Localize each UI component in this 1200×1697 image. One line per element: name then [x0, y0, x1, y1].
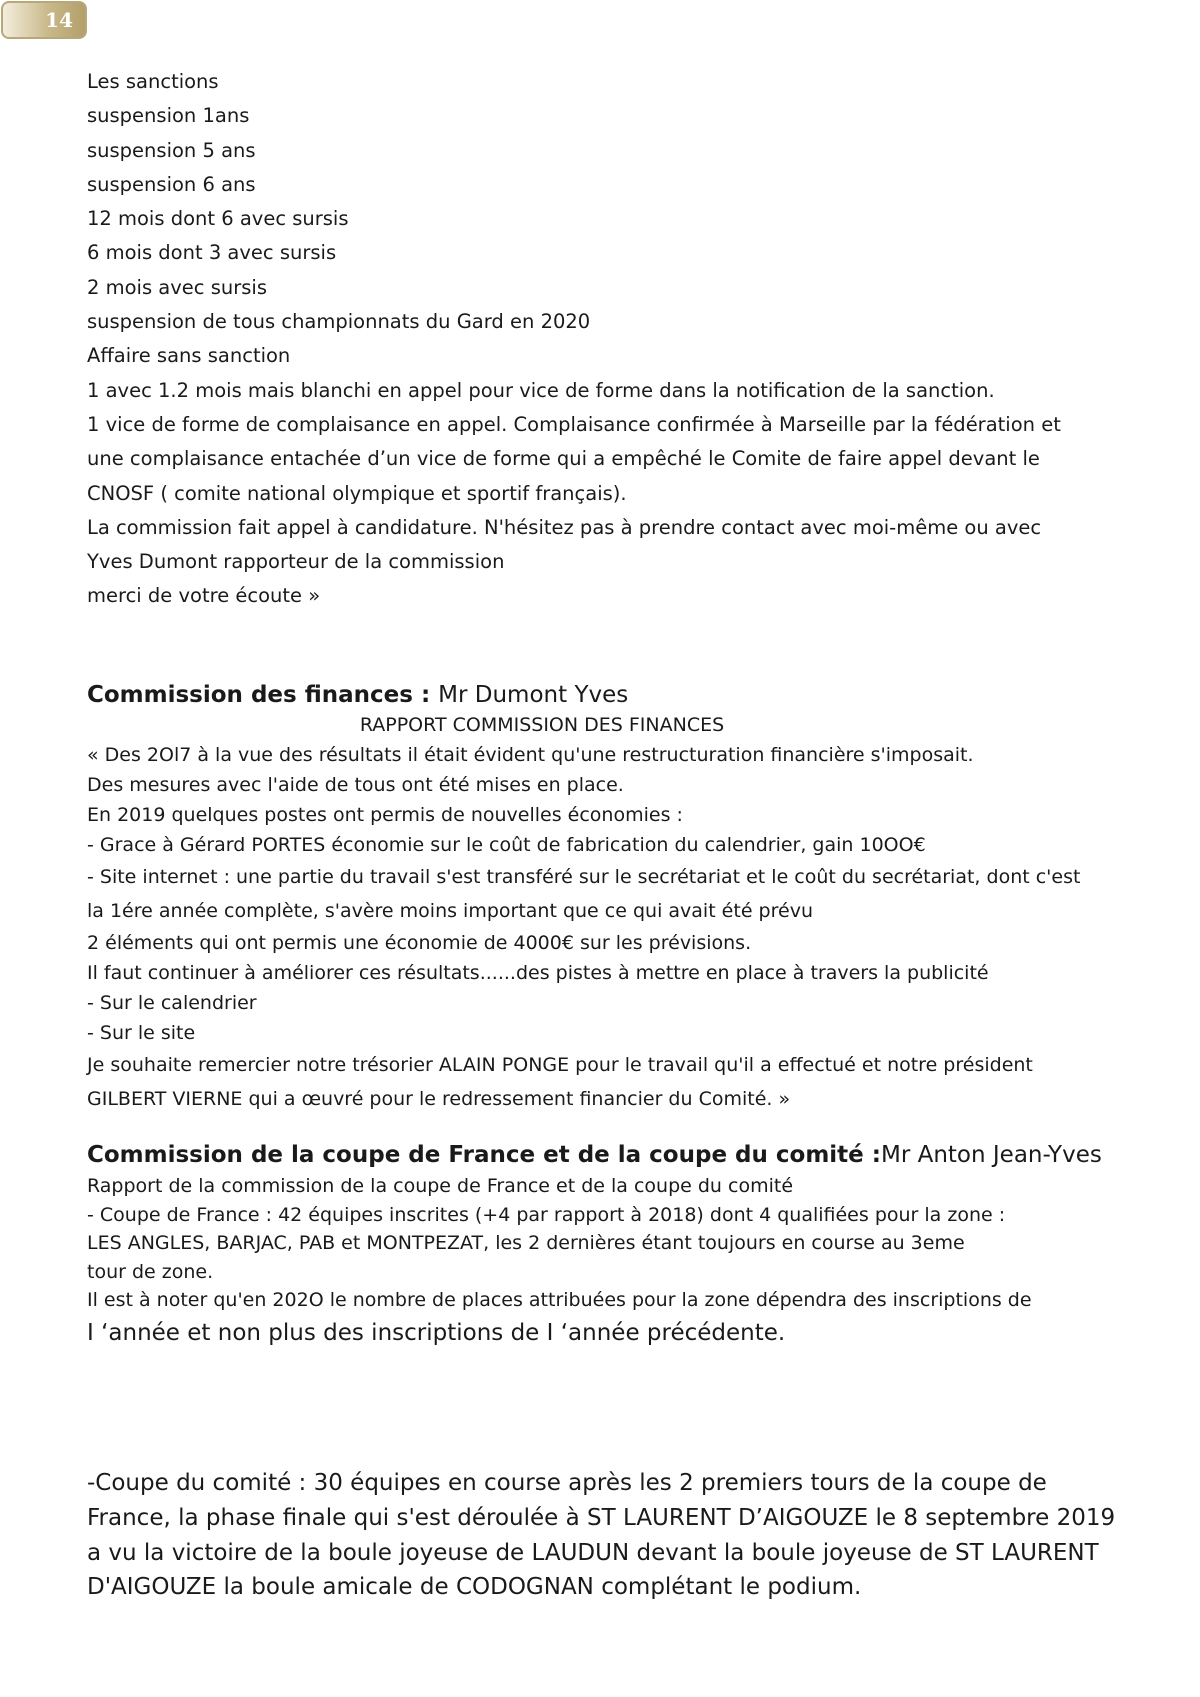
heading-person: Mr Dumont Yves — [438, 682, 629, 708]
finances-subtitle: RAPPORT COMMISSION DES FINANCES — [359, 714, 725, 736]
finances-line: - Sur le calendrier — [87, 992, 257, 1014]
coupe-line: I ‘année et non plus des inscriptions de I ‘année précédente. — [87, 1319, 786, 1346]
finances-line: Il faut continuer à améliorer ces résultats......des pistes à mettre en place à travers la publicité — [87, 962, 989, 984]
sanctions-line: CNOSF ( comite national olympique et sportif français). — [87, 481, 627, 505]
sanctions-line: 1 vice de forme de complaisance en appel. Complaisance confirmée à Marseille par la fédération et — [87, 412, 1061, 436]
sanctions-section — [87, 65, 1147, 614]
coupe-line: Rapport de la commission de la coupe de France et de la coupe du comité — [87, 1175, 794, 1197]
sanctions-line: Affaire sans sanction — [87, 344, 291, 368]
sanctions-line: Yves Dumont rapporteur de la commission — [87, 550, 505, 574]
comite-line: D'AIGOUZE la boule amicale de CODOGNAN complétant le podium. — [87, 1574, 862, 1601]
finances-line: Des mesures avec l'aide de tous ont été mises en place. — [87, 774, 624, 796]
comite-line: -Coupe du comité : 30 équipes en course après les 2 premiers tours de la coupe de — [87, 1470, 1047, 1496]
coupe-line: LES ANGLES, BARJAC, PAB et MONTPEZAT, les 2 dernières étant toujours en course au 3eme — [87, 1232, 965, 1254]
sanctions-line: Les sanctions — [87, 70, 219, 93]
section-heading — [87, 1140, 1147, 1170]
sanctions-line: La commission fait appel à candidature. N'hésitez pas à prendre contact avec moi-même ou avec — [87, 515, 1042, 539]
coupe-line: tour de zone. — [87, 1260, 214, 1283]
sanctions-line: suspension 6 ans — [87, 172, 256, 196]
finances-body — [87, 740, 1147, 1116]
sanctions-line: 6 mois dont 3 avec sursis — [87, 241, 337, 265]
sanctions-line: suspension 1ans — [87, 104, 250, 128]
sanctions-line: 12 mois dont 6 avec sursis — [87, 207, 349, 231]
coupe-comite-section — [87, 1466, 1147, 1605]
heading-bold-title: Commission de la coupe de France et de la coupe du comité : — [87, 1142, 881, 1168]
finances-heading — [87, 680, 1147, 740]
section-heading — [87, 680, 1147, 710]
sanctions-line: 1 avec 1.2 mois mais blanchi en appel pour vice de forme dans la notification de la sanction. — [87, 378, 995, 402]
heading-bold-title: Commission des finances : — [87, 682, 439, 708]
page-number-badge: 14 — [1, 1, 87, 39]
finances-line: la 1ére année complète, s'avère moins important que ce qui avait été prévu — [87, 900, 813, 922]
coupe-heading — [87, 1140, 1147, 1170]
sanctions-line: suspension 5 ans — [87, 138, 256, 162]
finances-line: - Grace à Gérard PORTES économie sur le coût de fabrication du calendrier, gain 10OO€ — [87, 834, 926, 856]
comite-line: a vu la victoire de la boule joyeuse de LAUDUN devant la boule joyeuse de ST LAURENT — [87, 1539, 1099, 1566]
finances-line: GILBERT VIERNE qui a œuvré pour le redressement financier du Comité. » — [87, 1088, 791, 1110]
sanctions-line: suspension de tous championnats du Gard en 2020 — [87, 310, 591, 334]
finances-line: Je souhaite remercier notre trésorier ALAIN PONGE pour le travail qu'il a effectué et notre président — [87, 1054, 1033, 1076]
sanctions-line: merci de votre écoute » — [87, 584, 321, 608]
comite-line: France, la phase finale qui s'est déroulée à ST LAURENT D’AIGOUZE le 8 septembre 2019 — [87, 1504, 1116, 1531]
finances-line: « Des 2Ol7 à la vue des résultats il était évident qu'une restructuration financière s'imposait. — [87, 744, 974, 766]
finances-line: 2 éléments qui ont permis une économie de 4000€ sur les prévisions. — [87, 932, 752, 954]
finances-line: - Sur le site — [87, 1022, 196, 1044]
sanctions-line: une complaisance entachée d’un vice de forme qui a empêché le Comite de faire appel devant le — [87, 447, 1040, 471]
finances-line: - Site internet : une partie du travail s'est transféré sur le secrétariat et le coût du secrétariat, dont c'est — [87, 866, 1081, 888]
sanctions-line: 2 mois avec sursis — [87, 275, 267, 299]
coupe-line: Il est à noter qu'en 202O le nombre de places attribuées pour la zone dépendra des inscriptions de — [87, 1289, 1032, 1311]
heading-person: Mr Anton Jean-Yves — [880, 1142, 1102, 1168]
finances-line: En 2019 quelques postes ont permis de nouvelles économies : — [87, 804, 683, 826]
coupe-body — [87, 1172, 1147, 1351]
coupe-line: - Coupe de France : 42 équipes inscrites (+4 par rapport à 2018) dont 4 qualifiées pour la zone : — [87, 1203, 1006, 1226]
